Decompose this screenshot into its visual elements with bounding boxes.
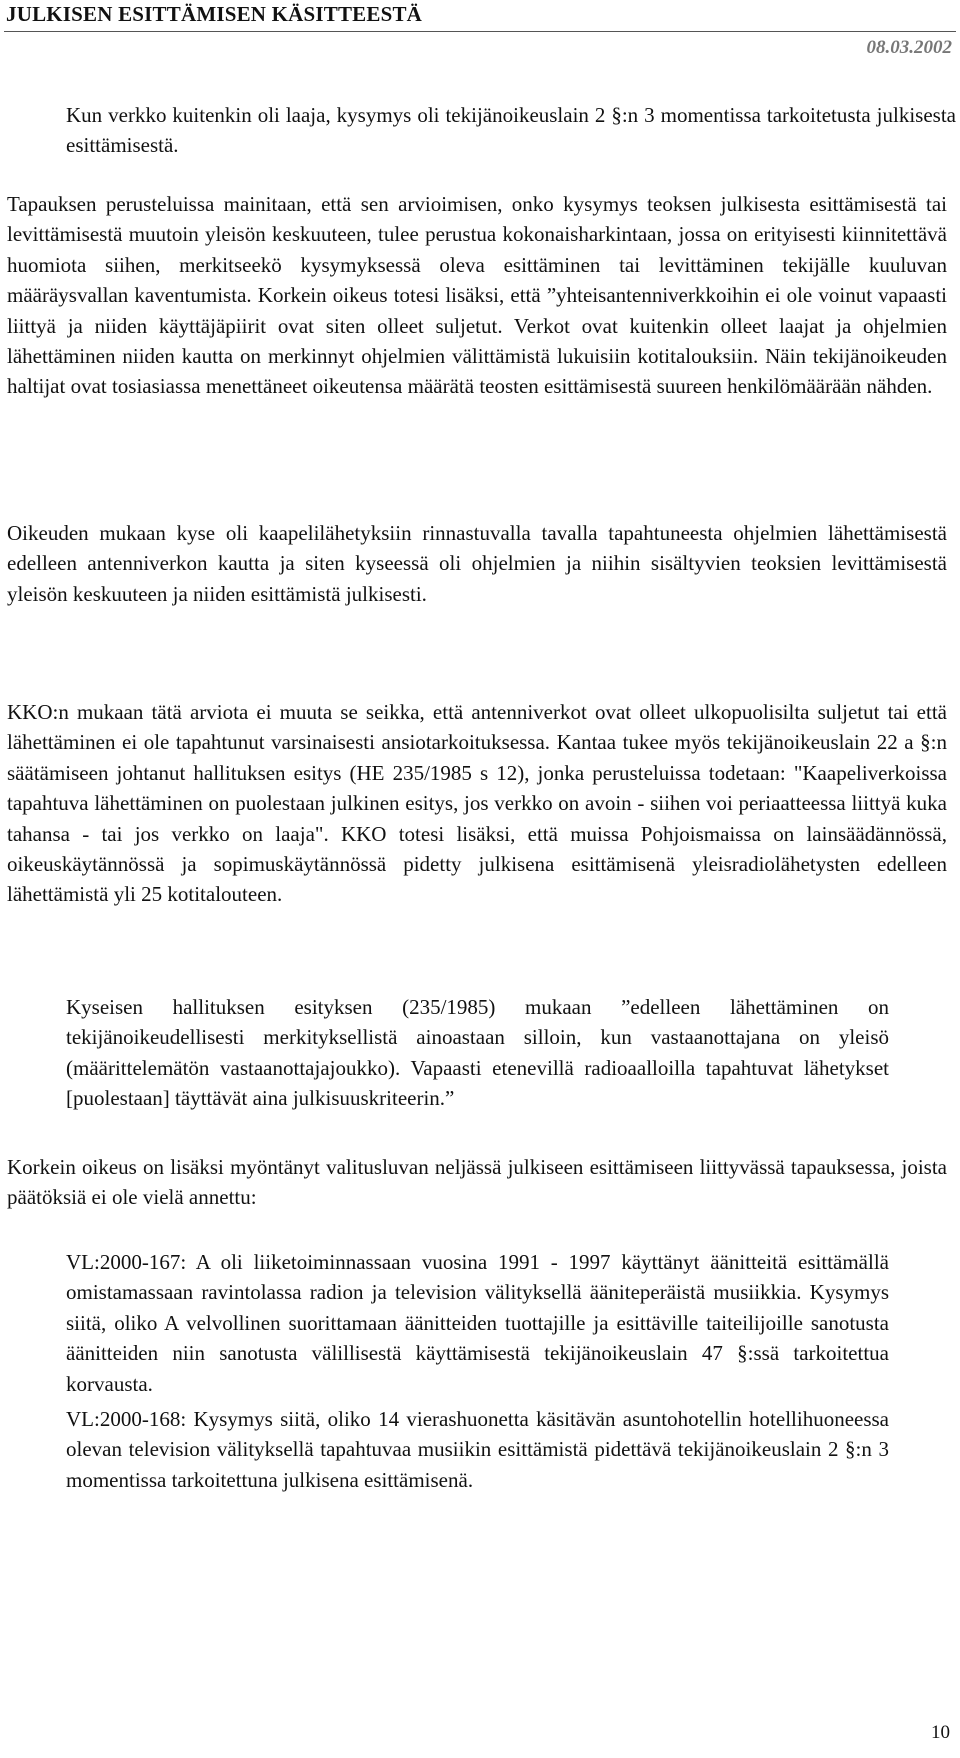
header-divider	[4, 31, 956, 32]
paragraph-1: Kun verkko kuitenkin oli laaja, kysymys oli tekijänoikeuslain 2 §:n 3 momentissa tarkoitetusta julkisesta esittämisestä.	[66, 103, 956, 158]
header-title: JULKISEN ESITTÄMISEN KÄSITTEESTÄ	[6, 2, 423, 26]
case-entry-vl-2000-167: VL:2000-167: A oli liiketoiminnassaan vuosina 1991 - 1997 käyttänyt äänitteitä esittämällä omistamassaan ravintolassa radion ja television välityksellä ääniteperäistä musiikkia. Kysymys siitä, oliko A velvollinen suorittamaan äänitteiden tuottajille ja esittäville taiteilijoille sanotusta äänitteiden niin sanotusta välillisestä käyttämisestä tekijänoikeuslain 47 §:ssä tarkoitettua korvausta.	[66, 1250, 889, 1396]
paragraph-2: Tapauksen perusteluissa mainitaan, että sen arvioimisen, onko kysymys teoksen julkisesta esittämisestä tai levittämisestä muutoin yleisön keskuuteen, tulee perustua kokonaisharkintaan, jossa on erityisesti kiinnitettävä huomiota siihen, merkitseekö kysymyksessä oleva esittäminen tai levittäminen tekijälle kuuluvan määräysvallan kaventumista. Korkein oikeus totesi lisäksi, että ”yhteisantenniverkkoihin ei ole voinut vapaasti liittyä ja niiden käyttäjäpiirit ovat siten olleet suljetut. Verkot ovat kuitenkin olleet laajat ja ohjelmien lähettäminen niiden kautta on merkinnyt ohjelmien välittämistä lukuisiin kotitalouksiin. Näin tekijänoikeuden haltijat ovat tosiasiassa menettäneet oikeutensa määrätä teosten esittämisestä suureen henkilömäärään nähden.	[7, 192, 947, 399]
quote-paragraph: Kyseisen hallituksen esityksen (235/1985) mukaan ”edelleen lähettäminen on tekijänoikeudellisesti merkityksellistä ainoastaan silloin, kun vastaanottajana on yleisö (määrittelemätön vastaanottajajoukko). Vapaasti etenevillä radioaalloilla tapahtuvat lähetykset [puolestaan] täyttävät aina julkisuuskriteerin.”	[66, 995, 889, 1111]
paragraph-6: Korkein oikeus on lisäksi myöntänyt valitusluvan neljässä julkiseen esittämiseen liittyvässä tapauksessa, joista päätöksiä ei ole vielä annettu:	[7, 1155, 947, 1210]
header-date: 08.03.2002	[866, 37, 952, 58]
paragraph-3: Oikeuden mukaan kyse oli kaapelilähetyksiin rinnastuvalla tavalla tapahtuneesta ohjelmien lähettämisestä edelleen antenniverkon kautta ja siten kyseessä oli ohjelmien ja niihin sisältyvien teoksien levittämisestä yleisön keskuuteen ja niiden esittämistä julkisesti.	[7, 521, 947, 606]
case-entry-vl-2000-168: VL:2000-168: Kysymys siitä, oliko 14 vierashuonetta käsitävän asuntohotellin hotellihuoneessa olevan television välityksellä tapahtuvaa musiikin esittämistä pidettävä tekijänoikeuslain 2 §:n 3 momentissa tarkoitettuna julkisena esittämisenä.	[66, 1407, 889, 1492]
page-number: 10	[931, 1722, 950, 1743]
paragraph-4: KKO:n mukaan tätä arviota ei muuta se seikka, että antenniverkot ovat olleet ulkopuolisilta suljetut tai että lähettäminen ei ole tapahtunut varsinaisesti ansiotarkoituksessa. Kantaa tukee myös tekijänoikeuslain 22 a §:n säätämiseen johtanut hallituksen esitys (HE 235/1985 s 12), jonka perusteluissa todetaan: "Kaapeliverkoissa tapahtuva lähettäminen on puolestaan julkinen esitys, jos verkko on avoin - siihen voi periaatteessa liittyä kuka tahansa - tai jos verkko on laaja". KKO totesi lisäksi, että muissa Pohjoismaissa on lainsäädännössä, oikeuskäytännössä ja sopimuskäytännössä pidetty julkisena esittämisenä yleisradiolähetysten edelleen lähettämistä yli 25 kotitalouteen.	[7, 700, 947, 907]
